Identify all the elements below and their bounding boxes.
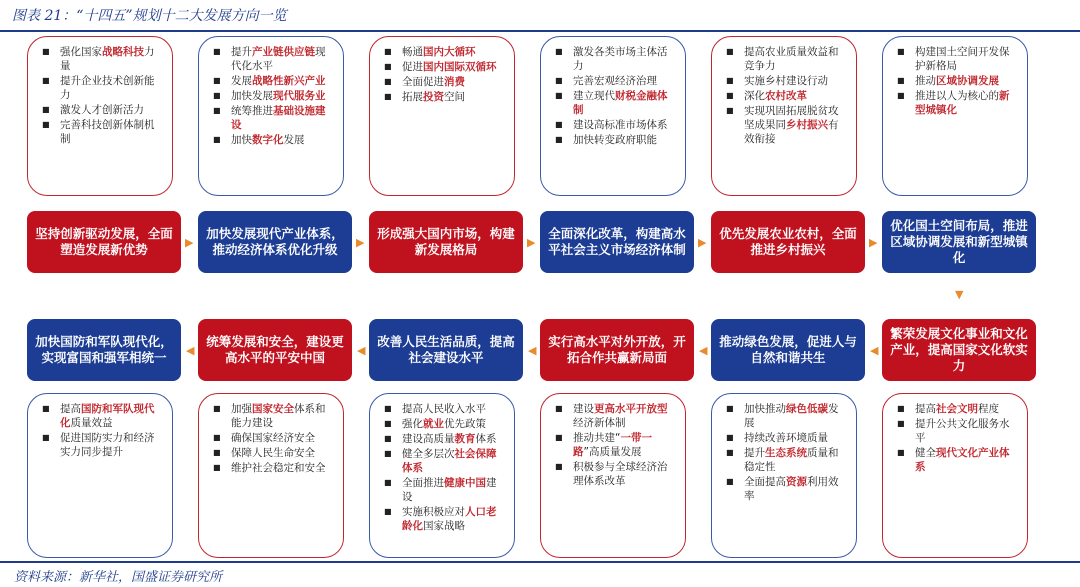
highlight-text: 教育 xyxy=(454,433,476,445)
bullet-text: ”高质量发展 xyxy=(583,446,642,458)
top-direction-5 xyxy=(711,211,865,273)
bullet-item xyxy=(42,118,162,146)
bullet-item xyxy=(897,446,1017,474)
bullet-text: 建设 xyxy=(573,403,594,415)
pill-title: 加快发展现代产业体系，推动经济体系优化升级 xyxy=(206,226,344,257)
flow-arrow-right-icon: ▶ xyxy=(527,236,536,249)
bullet-item xyxy=(726,45,846,73)
bullet-item xyxy=(897,74,1017,88)
bullet-text: 建设高标准市场体系 xyxy=(573,119,668,131)
bullet-item xyxy=(384,476,504,504)
bullet-text: 加强 xyxy=(231,403,252,415)
flow-arrow-right-icon: ▶ xyxy=(356,236,365,249)
bullet-item xyxy=(897,89,1017,117)
figure-title: 图表 21：“十四五”规划十二大发展方向一览 xyxy=(12,8,287,24)
highlight-text: 财税金融体制 xyxy=(573,90,668,116)
bullet-text: 深化 xyxy=(744,90,765,102)
bullet-text: 提升公共文化服务水平 xyxy=(915,418,1010,444)
top-detail-box-5 xyxy=(711,36,857,196)
bullet-text: 提高农业质量效益和竞争力 xyxy=(744,46,839,72)
bottom-direction-4 xyxy=(540,319,694,381)
highlight-text: 区域协调发展 xyxy=(936,75,999,87)
bullet-text: 激发人才创新活力 xyxy=(60,104,144,116)
bullet-text: 全面提高 xyxy=(744,476,786,488)
bullet-item xyxy=(213,431,333,445)
bullet-text: 有效衔接 xyxy=(744,119,839,145)
top-detail-box-6 xyxy=(882,36,1028,196)
bullet-item xyxy=(42,431,162,459)
top-direction-2 xyxy=(198,211,352,273)
pill-title: 优先发展农业农村，全面推进乡村振兴 xyxy=(719,226,857,257)
highlight-text: 就业 xyxy=(423,418,444,430)
bullet-item xyxy=(213,104,333,132)
bullet-text: 建设 xyxy=(402,477,497,503)
bullet-text: 拓展 xyxy=(402,91,423,103)
pill-title: 加快国防和军队现代化，实现富国和强军相统一 xyxy=(35,334,173,365)
highlight-text: 国内国际双循环 xyxy=(423,61,497,73)
bullet-item xyxy=(555,133,675,147)
bullet-list xyxy=(897,45,1017,117)
bullet-text: 健全多层次 xyxy=(402,448,455,460)
bullet-text: 加快 xyxy=(231,134,252,146)
bullet-item xyxy=(384,417,504,431)
bullet-text: 提升 xyxy=(744,447,765,459)
bullet-item xyxy=(213,402,333,430)
highlight-text: 基础设施建设 xyxy=(231,105,326,131)
flow-arrow-down-icon: ▼ xyxy=(955,288,964,301)
bullet-text: 建设高质量 xyxy=(402,433,455,445)
top-detail-box-2 xyxy=(198,36,344,196)
bullet-item xyxy=(213,446,333,460)
bullet-text: 促进国防实力和经济实力同步提升 xyxy=(60,432,155,458)
flow-arrow-left-icon: ◀ xyxy=(357,344,366,357)
bullet-item xyxy=(726,475,846,503)
bullet-item xyxy=(42,103,162,117)
bullet-text: 推动共建“ xyxy=(573,432,621,444)
highlight-text: 一带一路 xyxy=(573,432,652,458)
top-direction-4 xyxy=(540,211,694,273)
bullet-item xyxy=(213,74,333,88)
pill-title: 繁荣发展文化事业和文化产业，提高国家文化软实力 xyxy=(890,326,1028,373)
top-direction-3 xyxy=(369,211,523,273)
bullet-item xyxy=(555,402,675,430)
bullet-text: 持续改善环境质量 xyxy=(744,432,828,444)
bullet-item xyxy=(555,460,675,488)
bullet-text: 实施乡村建设行动 xyxy=(744,75,828,87)
pill-title: 改善人民生活品质，提高社会建设水平 xyxy=(377,334,515,365)
bullet-text: 质量效益 xyxy=(70,417,113,429)
bullet-item xyxy=(726,74,846,88)
bottom-detail-box-2 xyxy=(198,393,344,558)
bullet-text: 建立现代 xyxy=(573,90,615,102)
bullet-item xyxy=(726,104,846,146)
bullet-list xyxy=(213,402,333,475)
top-detail-box-1 xyxy=(27,36,173,196)
bullet-text: 统筹推进 xyxy=(231,105,273,117)
pill-title: 坚持创新驱动发展，全面塑造发展新优势 xyxy=(35,226,173,257)
bullet-list xyxy=(42,45,162,146)
bullet-list xyxy=(555,45,675,147)
bullet-text: 维护社会稳定和安全 xyxy=(231,462,326,474)
flow-arrow-right-icon: ▶ xyxy=(869,236,878,249)
bullet-item xyxy=(384,432,504,446)
bullet-item xyxy=(555,45,675,73)
bullet-text: 现代化水平 xyxy=(231,46,326,72)
bottom-direction-5 xyxy=(711,319,865,381)
bullet-list xyxy=(213,45,333,147)
bullet-text: 推动 xyxy=(915,75,936,87)
bullet-item xyxy=(42,402,162,430)
bullet-text: 空间 xyxy=(444,91,465,103)
bullet-text: 全面推进 xyxy=(402,477,444,489)
bullet-item xyxy=(42,45,162,73)
highlight-text: 战略科技 xyxy=(102,46,144,58)
bullet-list xyxy=(897,402,1017,474)
highlight-text: 社会文明 xyxy=(936,403,978,415)
footer-rule xyxy=(0,561,1080,563)
bullet-item xyxy=(384,402,504,416)
source-note: 资料来源：新华社，国盛证券研究所 xyxy=(14,570,223,585)
bullet-text: 提高 xyxy=(915,403,936,415)
bullet-text: 强化 xyxy=(402,418,423,430)
bullet-text: 推进以人为核心的 xyxy=(915,90,999,102)
bullet-item xyxy=(213,461,333,475)
highlight-text: 投资 xyxy=(423,91,444,103)
bullet-text: 国家战略 xyxy=(423,520,465,532)
bullet-item xyxy=(384,45,504,59)
bullet-text: 健全 xyxy=(915,447,936,459)
pill-title: 全面深化改革，构建高水平社会主义市场经济体制 xyxy=(548,226,686,257)
bullet-text: 程度 xyxy=(978,403,999,415)
highlight-text: 人口老龄化 xyxy=(402,506,497,532)
bottom-direction-2 xyxy=(198,319,352,381)
bullet-list xyxy=(42,402,162,459)
highlight-text: 国内大循环 xyxy=(423,46,476,58)
pill-title: 实行高水平对外开放，开拓合作共赢新局面 xyxy=(548,334,686,365)
bullet-item xyxy=(42,74,162,102)
bullet-item xyxy=(897,417,1017,445)
bullet-list xyxy=(726,402,846,503)
highlight-text: 现代文化产业体系 xyxy=(915,447,1010,473)
highlight-text: 社会保障体系 xyxy=(402,448,497,474)
header-rule xyxy=(0,30,1080,32)
highlight-text: 农村改革 xyxy=(765,90,807,102)
highlight-text: 新型城镇化 xyxy=(915,90,1010,116)
bullet-item xyxy=(726,446,846,474)
bullet-item xyxy=(384,60,504,74)
bottom-direction-1 xyxy=(27,319,181,381)
bullet-list xyxy=(555,402,675,488)
highlight-text: 资源 xyxy=(786,476,807,488)
highlight-text: 消费 xyxy=(444,76,465,88)
bullet-text: 发展 xyxy=(231,75,252,87)
highlight-text: 国家安全 xyxy=(252,403,294,415)
bullet-text: 实现巩固拓展脱贫攻坚成果同 xyxy=(744,105,839,131)
bullet-item xyxy=(726,431,846,445)
bottom-detail-box-1 xyxy=(27,393,173,558)
flow-arrow-left-icon: ◀ xyxy=(186,344,195,357)
bullet-item xyxy=(555,89,675,117)
bullet-text: 全面促进 xyxy=(402,76,444,88)
bullet-item xyxy=(384,90,504,104)
highlight-text: 产业链供应链 xyxy=(252,46,315,58)
flow-arrow-right-icon: ▶ xyxy=(185,236,194,249)
bullet-text: 加快发展 xyxy=(231,90,273,102)
bottom-detail-box-5 xyxy=(711,393,857,558)
bullet-item xyxy=(726,402,846,430)
bullet-text: 提升企业技术创新能力 xyxy=(60,75,155,101)
pill-title: 形成强大国内市场，构建新发展格局 xyxy=(377,226,515,257)
bottom-direction-6 xyxy=(882,319,1036,381)
bullet-text: 体系 xyxy=(475,433,497,445)
bullet-text: 发展 xyxy=(283,134,305,146)
bullet-list xyxy=(384,402,504,533)
bullet-text: 强化国家 xyxy=(60,46,102,58)
bullet-list xyxy=(384,45,504,104)
bullet-text: 构建国土空间开发保护新格局 xyxy=(915,46,1010,72)
bullet-text: 优先政策 xyxy=(444,418,486,430)
bullet-item xyxy=(384,447,504,475)
bottom-detail-box-4 xyxy=(540,393,686,558)
flow-arrow-left-icon: ◀ xyxy=(528,344,537,357)
flow-arrow-right-icon: ▶ xyxy=(698,236,707,249)
pill-title: 推动绿色发展，促进人与自然和谐共生 xyxy=(719,334,857,365)
highlight-text: 更高水平开放型 xyxy=(594,403,668,415)
bullet-text: 利用效率 xyxy=(744,476,839,502)
bullet-text: 完善宏观经济治理 xyxy=(573,75,657,87)
highlight-text: 绿色低碳 xyxy=(786,403,828,415)
pill-title: 优化国土空间布局，推进区域协调发展和新型城镇化 xyxy=(890,218,1028,265)
bottom-detail-box-3 xyxy=(369,393,515,558)
bullet-item xyxy=(555,74,675,88)
highlight-text: 乡村振兴 xyxy=(786,119,828,131)
bullet-text: 实施积极应对 xyxy=(402,506,465,518)
highlight-text: 健康中国 xyxy=(444,477,486,489)
bullet-text: 激发各类市场主体活力 xyxy=(573,46,668,72)
bullet-text: 质量和稳定性 xyxy=(744,447,839,473)
top-direction-1 xyxy=(27,211,181,273)
bullet-item xyxy=(213,133,333,147)
bullet-item xyxy=(726,89,846,103)
bullet-text: 经济新体制 xyxy=(573,417,626,429)
bullet-text: 提升 xyxy=(231,46,252,58)
top-direction-6 xyxy=(882,211,1036,273)
top-detail-box-3 xyxy=(369,36,515,196)
bullet-text: 保障人民生命安全 xyxy=(231,447,315,459)
bullet-text: 加快推动 xyxy=(744,403,786,415)
bullet-item xyxy=(213,45,333,73)
bullet-item xyxy=(384,75,504,89)
bullet-text: 积极参与全球经济治理体系改革 xyxy=(573,461,668,487)
bullet-text: 发展 xyxy=(744,403,839,429)
top-detail-box-4 xyxy=(540,36,686,196)
flow-arrow-left-icon: ◀ xyxy=(870,344,879,357)
pill-title: 统筹发展和安全，建设更高水平的平安中国 xyxy=(206,334,344,365)
bullet-text: 提高人民收入水平 xyxy=(402,403,486,415)
highlight-text: 国防和军队现代化 xyxy=(60,403,155,429)
bullet-text: 加快转变政府职能 xyxy=(573,134,657,146)
bullet-text: 提高 xyxy=(60,403,81,415)
bullet-item xyxy=(213,89,333,103)
bullet-item xyxy=(897,45,1017,73)
bottom-detail-box-6 xyxy=(882,393,1028,558)
bullet-list xyxy=(726,45,846,146)
highlight-text: 数字化 xyxy=(252,134,284,146)
highlight-text: 战略性新兴产业 xyxy=(252,75,326,87)
bullet-text: 确保国家经济安全 xyxy=(231,432,315,444)
bullet-item xyxy=(384,505,504,533)
bullet-item xyxy=(897,402,1017,416)
bullet-item xyxy=(555,118,675,132)
bullet-text: 力量 xyxy=(60,46,155,72)
bullet-text: 促进 xyxy=(402,61,423,73)
highlight-text: 现代服务业 xyxy=(273,90,326,102)
bullet-item xyxy=(555,431,675,459)
bullet-text: 畅通 xyxy=(402,46,423,58)
bullet-text: 体系和能力建设 xyxy=(231,403,326,429)
bottom-direction-3 xyxy=(369,319,523,381)
flow-arrow-left-icon: ◀ xyxy=(699,344,708,357)
bullet-text: 完善科技创新体制机制 xyxy=(60,119,155,145)
highlight-text: 生态系统 xyxy=(765,447,807,459)
